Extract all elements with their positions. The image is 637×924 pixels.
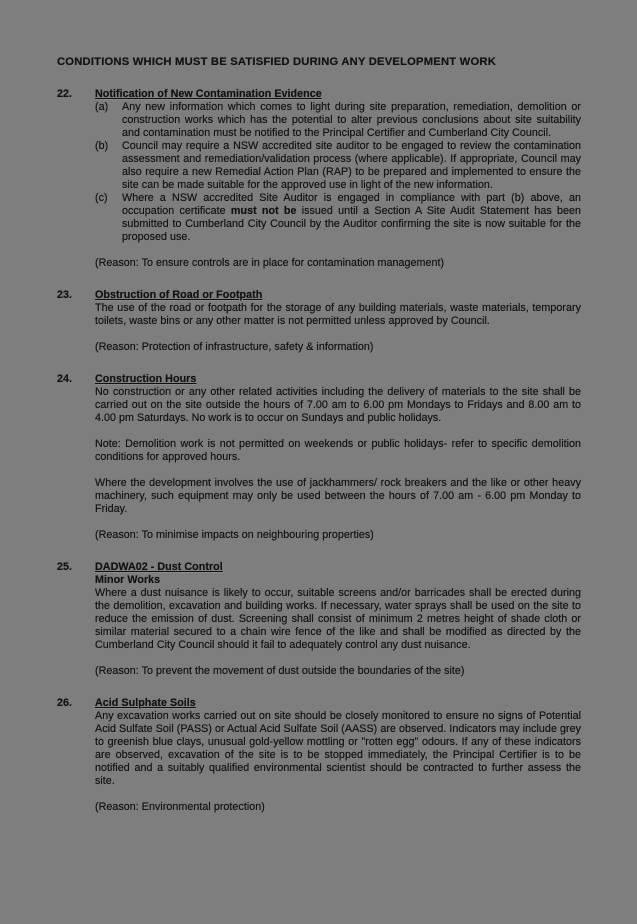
condition-title: Obstruction of Road or Footpath xyxy=(95,289,263,301)
reason-note: (Reason: To prevent the movement of dust outside the boundaries of the site) xyxy=(95,665,465,677)
condition-title: Construction Hours xyxy=(95,373,197,385)
reason-note: (Reason: Environmental protection) xyxy=(95,801,265,813)
condition-number: 22. xyxy=(57,88,73,100)
reason-note: (Reason: To ensure controls are in place for contamination management) xyxy=(95,257,445,269)
condition-body xyxy=(95,289,581,354)
condition-body xyxy=(95,373,581,542)
condition-title: Acid Sulphate Soils xyxy=(95,697,196,709)
list-item-text: Any new information which comes to light during site preparation, remediation, demolition or construction works which has the potential to alter previous conclusions about site suitability and contamination must be notified to the Principal Certifier and Cumberland City Council. xyxy=(122,101,581,139)
document-heading: CONDITIONS WHICH MUST BE SATISFIED DURING ANY DEVELOPMENT WORK xyxy=(57,56,497,68)
condition-26 xyxy=(57,697,581,814)
list-item-label: (b) xyxy=(95,140,109,152)
condition-number: 26. xyxy=(57,697,73,709)
condition-subtitle: Minor Works xyxy=(95,574,161,586)
condition-paragraph: Where a dust nuisance is likely to occur, suitable screens and/or barricades shall be erected during the demolition, excavation and building works. If necessary, water sprays shall be used on the site to reduce the emission of dust. Screening shall consist of minimum 2 metres height of shade cloth or similar material secured to a chain wire fence of the like and shall be modified as directed by the Cumberland City Council should it fail to adequately control any dust nuisance. xyxy=(95,587,581,651)
condition-paragraph: Any excavation works carried out on site should be closely monitored to ensure no signs of Potential Acid Sulfate Soil (PASS) or Actual Acid Sulfate Soil (AASS) are observed. Indicators may include grey to greenish blue clays, unusual gold-yellow mottling or "rotten egg" odours. If any of these indicators are observed, excavation of the site is to be stopped immediately, the Principal Certifier is to be notified and a suitably qualified environmental scientist should be contracted to further assess the site. xyxy=(95,710,581,787)
condition-body xyxy=(95,561,581,678)
reason-note: (Reason: To minimise impacts on neighbouring properties) xyxy=(95,529,374,541)
condition-number: 23. xyxy=(57,289,73,301)
condition-body xyxy=(95,697,581,814)
text-segment: issued until a Section A Site Audit Statement has been submitted to Cumberland City Council by the Auditor confirming the site is now suitable for the proposed use. xyxy=(122,205,581,243)
condition-number: 25. xyxy=(57,561,73,573)
condition-paragraph: The use of the road or footpath for the storage of any building materials, waste materials, temporary toilets, waste bins or any other matter is not permitted unless approved by Council. xyxy=(95,302,581,327)
list-item-b xyxy=(95,140,581,192)
list-item-text xyxy=(122,192,581,244)
condition-paragraph: No construction or any other related activities including the delivery of materials to the site shall be carried out on the site outside the hours of 7.00 am to 6.00 pm Mondays to Fridays and 8.00 am to 4.00 pm Saturdays. No work is to occur on Sundays and public holidays. xyxy=(95,386,581,424)
condition-number: 24. xyxy=(57,373,73,385)
reason-note: (Reason: Protection of infrastructure, safety & information) xyxy=(95,341,374,353)
condition-title: DADWA02 - Dust Control xyxy=(95,561,223,573)
condition-paragraph-note: Note: Demolition work is not permitted on weekends or public holidays- refer to specific demolition conditions for approved hours. xyxy=(95,438,581,463)
condition-title: Notification of New Contamination Evidence xyxy=(95,88,322,100)
condition-25 xyxy=(57,561,581,678)
list-item-a xyxy=(95,101,581,140)
condition-23 xyxy=(57,289,581,354)
text-segment: Where a NSW accredited Site Auditor is engaged in compliance with part (b) above, an occupation certificate xyxy=(122,192,581,217)
condition-body xyxy=(95,88,581,270)
condition-paragraph: Where the development involves the use of jackhammers/ rock breakers and the like or other heavy machinery, such equipment may only be used between the hours of 7.00 am - 6.00 pm Monday to Friday. xyxy=(95,477,581,515)
list-item-label: (a) xyxy=(95,101,109,113)
document-content xyxy=(57,56,581,814)
condition-24 xyxy=(57,373,581,542)
list-item-c xyxy=(95,192,581,244)
condition-22 xyxy=(57,88,581,270)
list-item-text: Council may require a NSW accredited site auditor to be engaged to review the contamination assessment and remediation/validation process (where applicable). If appropriate, Council may also require a new Remedial Action Plan (RAP) to be prepared and implemented to ensure the site can be made suitable for the approved use in light of the new information. xyxy=(122,140,581,191)
emphasised-text: must not be xyxy=(230,205,297,217)
list-item-label: (c) xyxy=(95,192,108,204)
